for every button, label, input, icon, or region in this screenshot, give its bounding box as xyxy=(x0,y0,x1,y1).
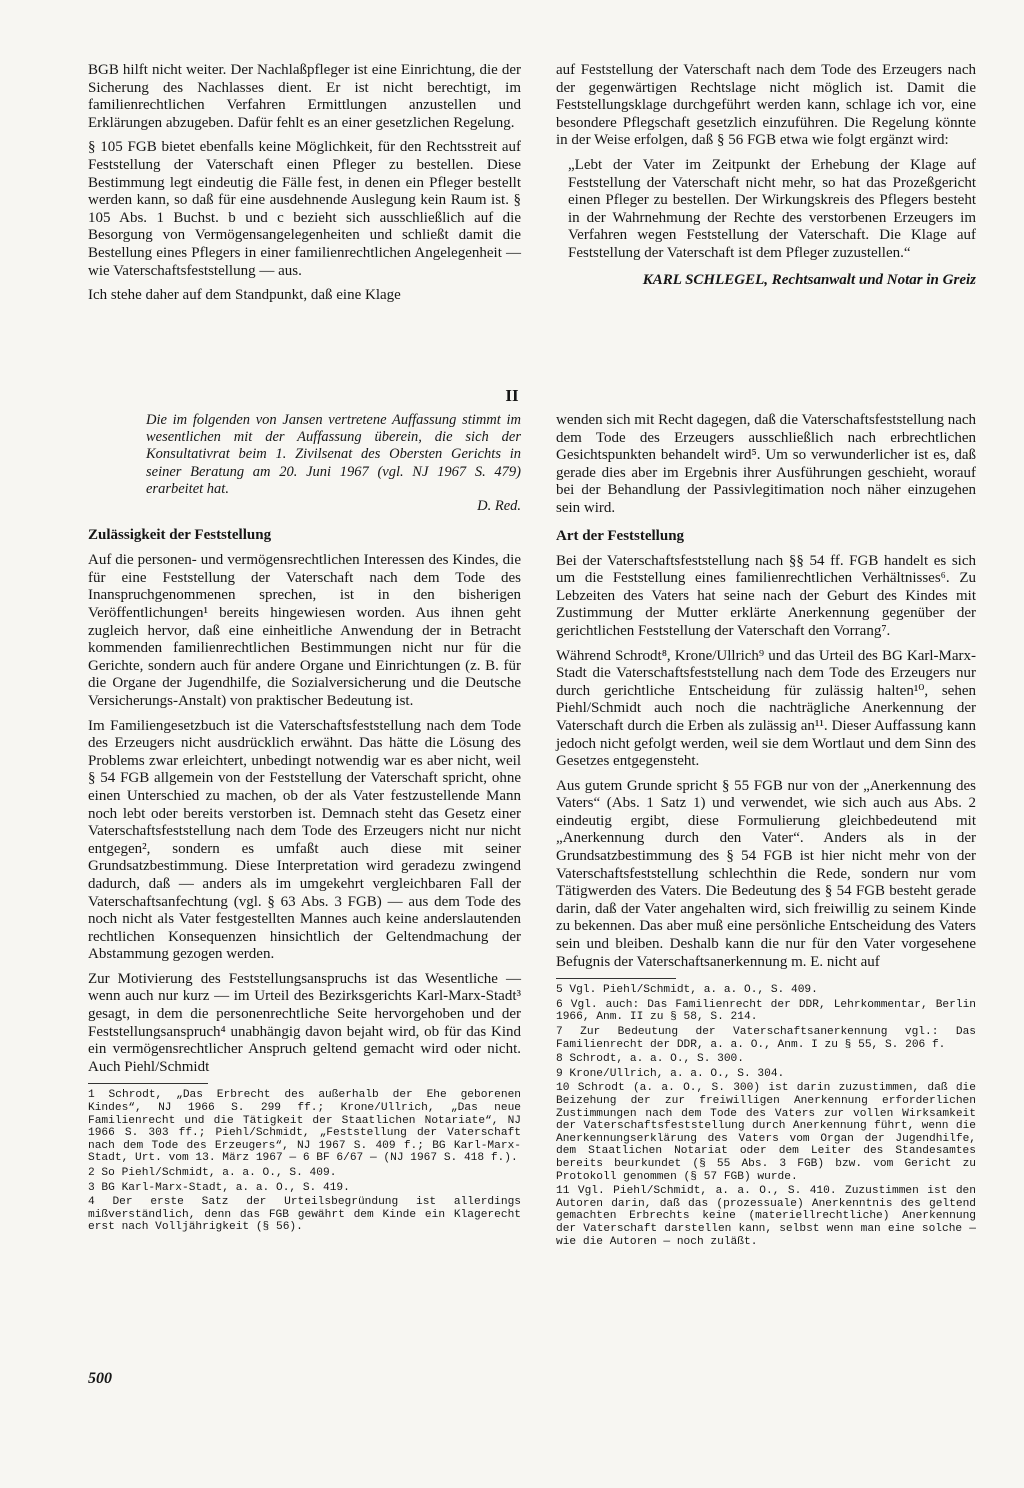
paragraph: Ich stehe daher auf dem Standpunkt, daß eine Klage xyxy=(88,287,401,304)
paragraph: auf Feststellung der Vaterschaft nach dem Tode des Erzeugers nach der gegenwärtigen Rechtslage nicht möglich ist. Damit die Feststellungsklage durchgeführt werden kann, schlage ich vor, eine besondere Pflegschaft gesetzlich einzuführen. Die Regelung könnte in der Weise erfolgen, daß § 56 FGB etwa wie folgt ergänzt wird: xyxy=(556,62,976,149)
bottom-right-column xyxy=(556,412,976,1250)
paragraph: Während Schrodt⁸, Krone/Ullrich⁹ und das Urteil des BG Karl-Marx-Stadt die Vaterschaftsfeststellung nach dem Tode des Erzeugers nur durch gerichtliche Entscheidung für zulässig halten¹⁰, sehen Piehl/Schmidt auch noch die nachträgliche Anerkennung der Vaterschaft durch die Erben als zulässig an¹¹. Dieser Auffassung kann jedoch nicht gefolgt werden, weil sie dem Wortlaut und dem Sinn des Gesetzes entgegensteht. xyxy=(556,647,976,770)
footnote: 10 Schrodt (a. a. O., S. 300) ist darin zuzustimmen, daß die Beizehung der zur freiwilligen Anerkennung erforderlichen Zustimmungen nach dem Tode des Vaters zur vollen Wirksamkeit der Vaterschaftsfeststellung durch Anerkennung führt, wenn die Anerkennungserklärung des Vaters vom Organ der Jugendhilfe, dem Staatlichen Notariat oder dem Leiter des Standesamtes bereits beurkundet (§ 55 Abs. 3 FGB) bzw. vom Gericht zu Protokoll genommen (§ 57 FGB) wurde. xyxy=(556,1082,976,1183)
author-signature: KARL SCHLEGEL, Rechtsanwalt und Notar in Greiz xyxy=(642,271,976,288)
editorial-text: Die im folgenden von Jansen vertretene Auffassung stimmt im wesentlichen mit der Auffassung überein, die sich der Konsultativrat beim 1. Zivilsenat des Obersten Gerichts in seiner Beratung am 20. Juni 1967 (vgl. NJ 1967 S. 479) erarbeitet hat. xyxy=(146,412,521,497)
editorial-sign: D. Red. xyxy=(477,498,521,515)
top-left-column xyxy=(88,62,521,312)
footnote: 4 Der erste Satz der Urteilsbegründung ist allerdings mißverständlich, denn das FGB gewährt dem Kinde ein Klagerecht erst nach Volljährigkeit (§ 56). xyxy=(88,1196,521,1234)
paragraph: wenden sich mit Recht dagegen, daß die Vaterschaftsfeststellung nach dem Tode des Erzeugers ausschließlich nach erbrechtlichen Gesichtspunkten behandelt wird⁵. Um so verwunderlicher ist es, daß gerade dies aber im Ergebnis ihrer Ausführungen geschieht, worauf bei der Behandlung der Passivlegitimation noch näher einzugehen sein wird. xyxy=(556,412,977,516)
footnote: 1 Schrodt, „Das Erbrecht des außerhalb der Ehe geborenen Kindes“, NJ 1966 S. 299 ff.; Krone/Ullrich, „Das neue Familienrecht und die Tätigkeit der Staatlichen Notariate“, NJ 1966 S. 303 ff.; Piehl/Schmidt, „Feststellung der Vaterschaft nach dem Tode des Erzeugers“, NJ 1967 S. 409 f.; BG Karl-Marx-Stadt, Urt. vom 13. März 1967 — 6 BF 6/67 — (NJ 1967 S. 418 f.). xyxy=(88,1089,521,1165)
section-heading: Art der Feststellung xyxy=(556,527,685,544)
footnote: 8 Schrodt, a. a. O., S. 300. xyxy=(556,1053,744,1066)
paragraph: Zur Motivierung des Feststellungsanspruchs ist das Wesentliche — wenn auch nur kurz — im Urteil des Bezirksgerichts Karl-Marx-Stadt³ gesagt, in dem die personenrechtliche Seite hervorgehoben und der Feststellungsanspruch⁴ unabhängig davon bejaht wird, ob für das Kind ein vermögensrechtlicher Anspruch geltend gemacht wird oder nicht. Auch Piehl/Schmidt xyxy=(88,970,521,1075)
footnote-rule xyxy=(88,1083,208,1084)
section-mark: II xyxy=(505,386,519,405)
footnote-rule xyxy=(556,978,676,979)
footnote: 5 Vgl. Piehl/Schmidt, a. a. O., S. 409. xyxy=(556,984,818,997)
footnote: 9 Krone/Ullrich, a. a. O., S. 304. xyxy=(556,1067,785,1080)
paragraph: Im Familiengesetzbuch ist die Vaterschaftsfeststellung nach dem Tode des Erzeugers nicht ausdrücklich erwähnt. Das hätte die Lösung des Problems zwar erleichtert, unbedingt notwendig war es aber nicht, weil § 54 FGB allgemein von der Feststellung der Vaterschaft spricht, ohne einen Unterschied zu machen, ob der als Vater festzustellende Mann noch lebt oder bereits verstorben ist. Demnach steht das Gesetz einer Vaterschaftsfeststellung nach dem Tode des Erzeugers nicht nur nicht entgegen², sondern es umfaßt auch diese mit seiner Grundsatzbestimmung. Diese Interpretation wird geradezu zwingend dadurch, daß — anders als im umgekehrt vergleichbaren Fall der Vaterschaftsanfechtung (vgl. § 63 Abs. 3 FGB) — aus dem Tode des noch nicht als Vater festgestellten Mannes auch keine anderslautenden rechtlichen Konsequenzen hinsichtlich der Geltendmachung der Abstammung gezogen werden. xyxy=(88,717,521,963)
paragraph: BGB hilft nicht weiter. Der Nachlaßpfleger ist eine Einrichtung, die der Sicherung des Nachlasses dient. Er ist nicht berechtigt, im familienrechtlichen Verfahren Ermittlungen anzustellen und Erklärungen abzugeben. Dafür fehlt es an einer gesetzlichen Regelung. xyxy=(88,62,521,131)
paragraph: Aus gutem Grunde spricht § 55 FGB nur von der „Anerkennung des Vaters“ (Abs. 1 Satz 1) und verwendet, wie sich auch aus Abs. 2 eindeutig ergibt, diese Formulierung gleichbedeutend mit „Anerkennung durch den Vater“. Anders als in der Grundsatzbestimmung des § 54 FGB ist hier nicht mehr von der Vaterschaftsfeststellung schlechthin die Rede, sondern nur vom Tätigwerden des Vaters. Die Bedeutung des § 54 FGB besteht gerade darin, daß der Vater angehalten wird, sich freiwillig zu seinem Kinde zu bekennen. Das aber muß eine persönliche Entscheidung des Vaters sein und bleiben. Deshalb kann die nur für den Vater vorgesehene Befugnis der Vaterschaftsanerkennung m. E. nicht auf xyxy=(556,777,976,970)
footnote: 11 Vgl. Piehl/Schmidt, a. a. O., S. 410. Zuzustimmen ist den Autoren darin, daß das (prozessuale) Anerkenntnis des geltend gemachten Erbrechts keine (materiellrechtliche) Anerkennung der Vaterschaft darstellen kann, selbst wenn man eine solche — wie die Autoren — noch zuläßt. xyxy=(556,1185,976,1248)
proposal-quote: „Lebt der Vater im Zeitpunkt der Erhebung der Klage auf Feststellung der Vaterschaft nicht mehr, so hat das Prozeßgericht einen Pfleger zu bestellen. Der Wirkungskreis des Pflegers besteht in der Wahrnehmung der Rechte des verstorbenen Erzeugers im Verfahren wegen Feststellung der Vaterschaft. Die Klage auf Feststellung der Vaterschaft ist dem Pfleger zuzustellen.“ xyxy=(568,156,976,261)
section-heading: Zulässigkeit der Feststellung xyxy=(88,527,272,544)
paragraph: § 105 FGB bietet ebenfalls keine Möglichkeit, für den Rechtsstreit auf Feststellung der Vaterschaft einen Pfleger zu bestellen. Diese Bestimmung legt eindeutig die Fälle fest, in denen ein Pfleger bestellt werden kann, so daß für eine ausdehnende Auslegung kein Raum ist. § 105 Abs. 1 Buchst. b und c bezieht sich ausschließlich auf die Besorgung von Vermögensangelegenheiten und schließt damit die Bestellung eines Pflegers in einer familienrechtlichen Angelegenheit — wie Vaterschaftsfeststellung — aus. xyxy=(88,139,521,279)
bottom-left-column xyxy=(88,412,521,1236)
footnote: 7 Zur Bedeutung der Vaterschaftsanerkennung vgl.: Das Familienrecht der DDR, a. a. O., Anm. I zu § 55, S. 206 f. xyxy=(556,1026,976,1051)
footnote: 6 Vgl. auch: Das Familienrecht der DDR, Lehrkommentar, Berlin 1966, Anm. II zu § 58, S. 214. xyxy=(556,998,976,1024)
page-number: 500 xyxy=(88,1370,112,1387)
paragraph: Bei der Vaterschaftsfeststellung nach §§ 54 ff. FGB handelt es sich um die Feststellung eines familienrechtlichen Verhältnisses⁶. Zu Lebzeiten des Vaters hat seine nach der Geburt des Kindes mit Zustimmung der Mutter erklärte Anerkennung gegenüber der gerichtlichen Feststellung der Vaterschaft den Vorrang⁷. xyxy=(556,552,976,639)
footnote: 2 So Piehl/Schmidt, a. a. O., S. 409. xyxy=(88,1167,337,1179)
footnote: 3 BG Karl-Marx-Stadt, a. a. O., S. 419. xyxy=(88,1181,350,1194)
editorial-note xyxy=(146,412,521,515)
top-right-column xyxy=(556,62,976,289)
paragraph: Auf die personen- und vermögensrechtlichen Interessen des Kindes, die für eine Feststellung der Vaterschaft nach dem Tode des Inanspruchgenommenen sprechen, ist in den bisherigen Veröffentlichungen¹ bereits hingewiesen worden. Aus ihnen geht zugleich hervor, daß eine einheitliche Anwendung der in Betracht kommenden familienrechtlichen Bestimmungen nicht nur für die Gerichte, sondern auch für andere Organe und Einrichtungen (z. B. für die Organe der Jugendhilfe, die Sozialversicherung und die Deutsche Versicherungs-Anstalt) von praktischer Bedeutung ist. xyxy=(88,552,521,709)
